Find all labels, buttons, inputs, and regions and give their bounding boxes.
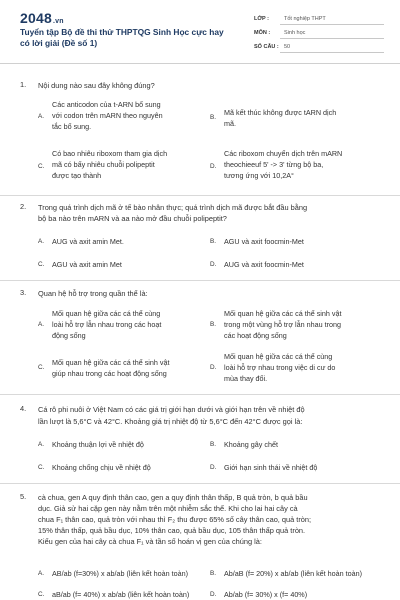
option-5a[interactable] [38,569,203,581]
option-text: tắc bổ sung. [52,122,92,131]
option-3b[interactable] [210,309,388,345]
option-text: Giới hạn sinh thái về nhiệt độ [224,463,318,472]
option-text: động sống [52,331,86,340]
meta-count-value: 50 [284,44,291,50]
option-letter: B. [210,114,217,121]
option-letter: A. [38,321,45,328]
logo-text: 2048 [20,10,52,26]
exam-title: Tuyển tập Bộ đề thi thử THPTQG Sinh Học cực hay có lời giải (Đề số 1) [20,27,224,48]
question-divider [0,483,400,484]
logo-suffix: .vn [52,18,64,25]
option-5b[interactable] [210,569,385,581]
option-5c[interactable] [38,590,203,600]
option-4a[interactable] [38,440,203,452]
option-3c[interactable] [38,358,203,382]
option-1d[interactable] [210,149,385,185]
option-text: aB/ab (f= 40%) x ab/ab (liên kết hoàn toàn) [52,590,190,599]
header-divider [0,63,400,64]
option-letter: C. [38,464,45,471]
option-1c[interactable] [38,149,198,185]
option-text: AUG và axit foocmin-Met [224,260,304,269]
option-2a[interactable] [38,237,198,249]
question-text: bộ ba nào trên mARN và aa nào mở đầu chuỗi polipeptit? [38,214,227,223]
option-text: Mã kết thúc không được tARN dịch [224,108,337,117]
question-number: 4. [20,404,27,413]
question-number: 2. [20,202,27,211]
option-5d[interactable] [210,590,385,600]
option-text: Mối quan hệ giữa các cá thể sinh vật [224,309,342,318]
option-letter: B. [210,441,217,448]
question-text: Cá rô phi nuôi ở Việt Nam có các giá trị giới hạn dưới và giới hạn trên về nhiệt độ [38,405,305,414]
option-text: Khoảng thuận lợi về nhiệt độ [52,440,144,449]
question-text: Trong quá trình dịch mã ở tế bào nhân thực; quá trình dịch mã được bắt đầu bằng [38,203,308,212]
meta-class-key: LỚP : [254,16,269,22]
option-text: Mối quan hệ giữa các cá thể cùng [224,352,333,361]
question-number: 5. [20,492,27,501]
meta-subject-key: MÔN : [254,30,271,36]
option-text: Khoảng chống chịu về nhiệt độ [52,463,151,472]
option-2b[interactable] [210,237,385,249]
option-letter: A. [38,441,45,448]
option-text: AB/ab (f=30%) x ab/ab (liên kết hoàn toàn) [52,569,189,578]
option-letter: D. [210,364,217,371]
option-3a[interactable] [38,309,203,345]
option-text: Ab/aB (f= 20%) x ab/ab (liên kết hoàn toàn) [224,569,363,578]
option-letter: A. [38,113,45,120]
question-text: Quan hệ hỗ trợ trong quần thể là: [38,289,148,298]
option-text: giúp nhau trong các hoạt động sống [52,369,167,378]
meta-count-key: SỐ CÂU : [254,44,279,50]
meta-class-value: Tốt nghiệp THPT [284,16,326,22]
option-text: các hoạt động sống [224,331,287,340]
option-text: trong một vùng hỗ trợ lẫn nhau trong [224,320,341,329]
site-logo[interactable] [20,10,64,26]
question-divider [0,394,400,395]
question-text: chua F₁ thân cao, quả tròn với nhau thì F₂ thu được 65% số cây thân cao, quả tròn; [38,515,312,524]
option-text: Có bao nhiêu riboxom tham gia dịch [52,149,168,158]
question-text: dục. Giả sử hai cặp gen này nằm trên một nhiễm sắc thể. Khi cho lai hai cây cà [38,504,298,513]
option-text: Mối quan hệ giữa các cá thể sinh vật [52,358,170,367]
option-3d[interactable] [210,352,388,388]
option-letter: C. [38,364,45,371]
question-divider [0,195,400,196]
meta-divider [280,24,384,25]
option-1a[interactable] [38,100,198,140]
option-4d[interactable] [210,463,385,475]
option-text: loài hỗ trợ nhau trong việc di cư do [224,363,336,372]
meta-divider [280,38,384,39]
option-4c[interactable] [38,463,203,475]
option-text: mã có bấy nhiêu chuỗi polipeptit [52,160,155,169]
option-letter: D. [210,261,217,268]
question-text: cà chua, gen A quy định thân cao, gen a quy định thân thấp, B quả tròn, b quả bầu [38,493,308,502]
option-text: mã. [224,119,236,128]
question-number: 3. [20,288,27,297]
option-text: Khoảng gây chết [224,440,278,449]
question-text: Nội dung nào sau đây không đúng? [38,81,155,90]
meta-divider [280,52,384,53]
option-1b[interactable] [210,108,385,132]
option-2c[interactable] [38,260,198,272]
option-text: AGU và axit amin Met [52,260,122,269]
option-text: được tạo thành [52,171,102,180]
meta-subject-value: Sinh học [284,30,306,36]
option-text: mùa thay đổi. [224,374,268,383]
option-letter: C. [38,163,45,170]
question-number: 1. [20,80,27,89]
option-letter: B. [210,238,217,245]
question-text: lần lượt là 5,6°C và 42°C. Khoảng giá trị nhiệt độ từ 5,6°C đến 42°C được gọi là: [38,417,303,426]
option-text: tương ứng với 10,2A° [224,171,294,180]
option-text: Các riboxom chuyển dịch trên mARN [224,149,343,158]
option-4b[interactable] [210,440,385,452]
option-letter: A. [38,570,45,577]
option-text: AGU và axit foocmin-Met [224,237,304,246]
option-letter: D. [210,163,217,170]
option-letter: D. [210,591,217,598]
option-letter: C. [38,591,45,598]
option-text: Các anticodon của t-ARN bổ sung [52,100,161,109]
option-letter: D. [210,464,217,471]
question-text: 15% thân thấp, quả bầu dục, 10% thân cao, quả bầu dục, 105 thân thấp quả tròn. [38,526,306,535]
option-text: loài hỗ trợ lẫn nhau trong các hoạt [52,320,162,329]
option-text: Mối quan hệ giữa các cá thể cùng [52,309,161,318]
option-letter: B. [210,321,217,328]
option-letter: A. [38,238,45,245]
option-text: Ab/ab (f= 30%) x (f= 40%) [224,590,308,599]
option-letter: C. [38,261,45,268]
option-2d[interactable] [210,260,385,272]
question-divider [0,280,400,281]
document-header [0,0,400,64]
option-text: với codon trên mARN theo nguyên [52,111,163,120]
question-text: Kiểu gen của hai cây cà chua F₁ và tần số hoán vị gen của chúng là: [38,537,262,546]
option-letter: B. [210,570,217,577]
option-text: AUG và axit amin Met. [52,237,124,246]
option-text: theochieeuf 5' -> 3' từng bộ ba, [224,160,324,169]
